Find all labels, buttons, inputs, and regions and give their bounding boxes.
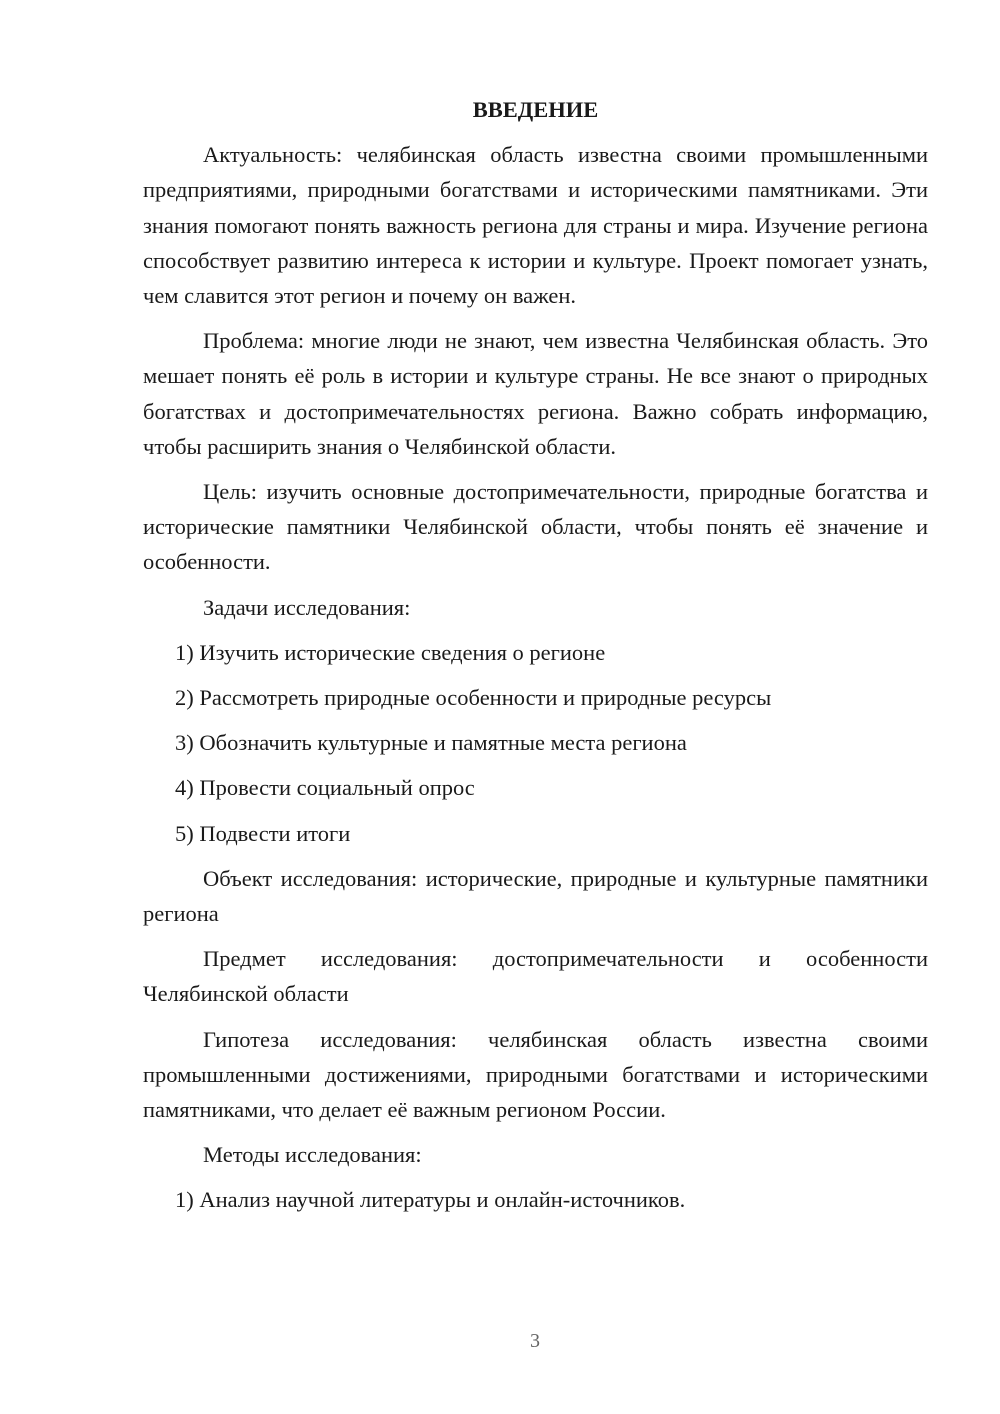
methods-heading: Методы исследования:: [203, 1142, 422, 1168]
paragraph-problem: Проблема: многие люди не знают, чем известна Челябинская область. Это мешает понять её роль в истории и культуре страны. Не все знают о природных богатствах и достопримечательностях региона. Важно собрать информацию, чтобы расширить знания о Челябинской области.: [143, 328, 928, 459]
tasks-heading: Задачи исследования:: [203, 594, 411, 620]
paragraph-object: Объект исследования: исторические, природные и культурные памятники региона: [143, 865, 928, 927]
page-number: 3: [530, 1330, 540, 1352]
list-item: 2) Рассмотреть природные особенности и природные ресурсы: [175, 685, 772, 711]
list-item: 3) Обозначить культурные и памятные места региона: [175, 730, 687, 756]
methods-list: [143, 1182, 928, 1217]
tasks-list: [143, 635, 928, 851]
paragraph-hypothesis: Гипотеза исследования: челябинская область известна своими промышленными достижениями, природными богатствами и историческими памятниками, что делает её важным регионом России.: [143, 1026, 928, 1123]
list-item: 1) Анализ научной литературы и онлайн-источников.: [175, 1187, 686, 1213]
paragraph-relevance: Актуальность: челябинская область известна своими промышленными предприятиями, природными богатствами и историческими памятниками. Эти знания помогают понять важность региона для страны и мира. Изучение региона способствует развитию интереса к истории и культуре. Проект помогает узнать, чем славится этот регион и почему он важен.: [143, 142, 928, 309]
list-item: 5) Подвести итоги: [175, 820, 351, 846]
list-item: 4) Провести социальный опрос: [175, 775, 475, 801]
document-page: [143, 92, 928, 1228]
paragraph-goal: Цель: изучить основные достопримечательности, природные богатства и исторические памятники Челябинской области, чтобы понять её значение и особенности.: [143, 479, 928, 575]
list-item: 1) Изучить исторические сведения о регионе: [175, 639, 606, 665]
paragraph-subject: Предмет исследования: достопримечательности и особенности Челябинской области: [143, 946, 928, 1007]
page-title: ВВЕДЕНИЕ: [472, 97, 599, 122]
